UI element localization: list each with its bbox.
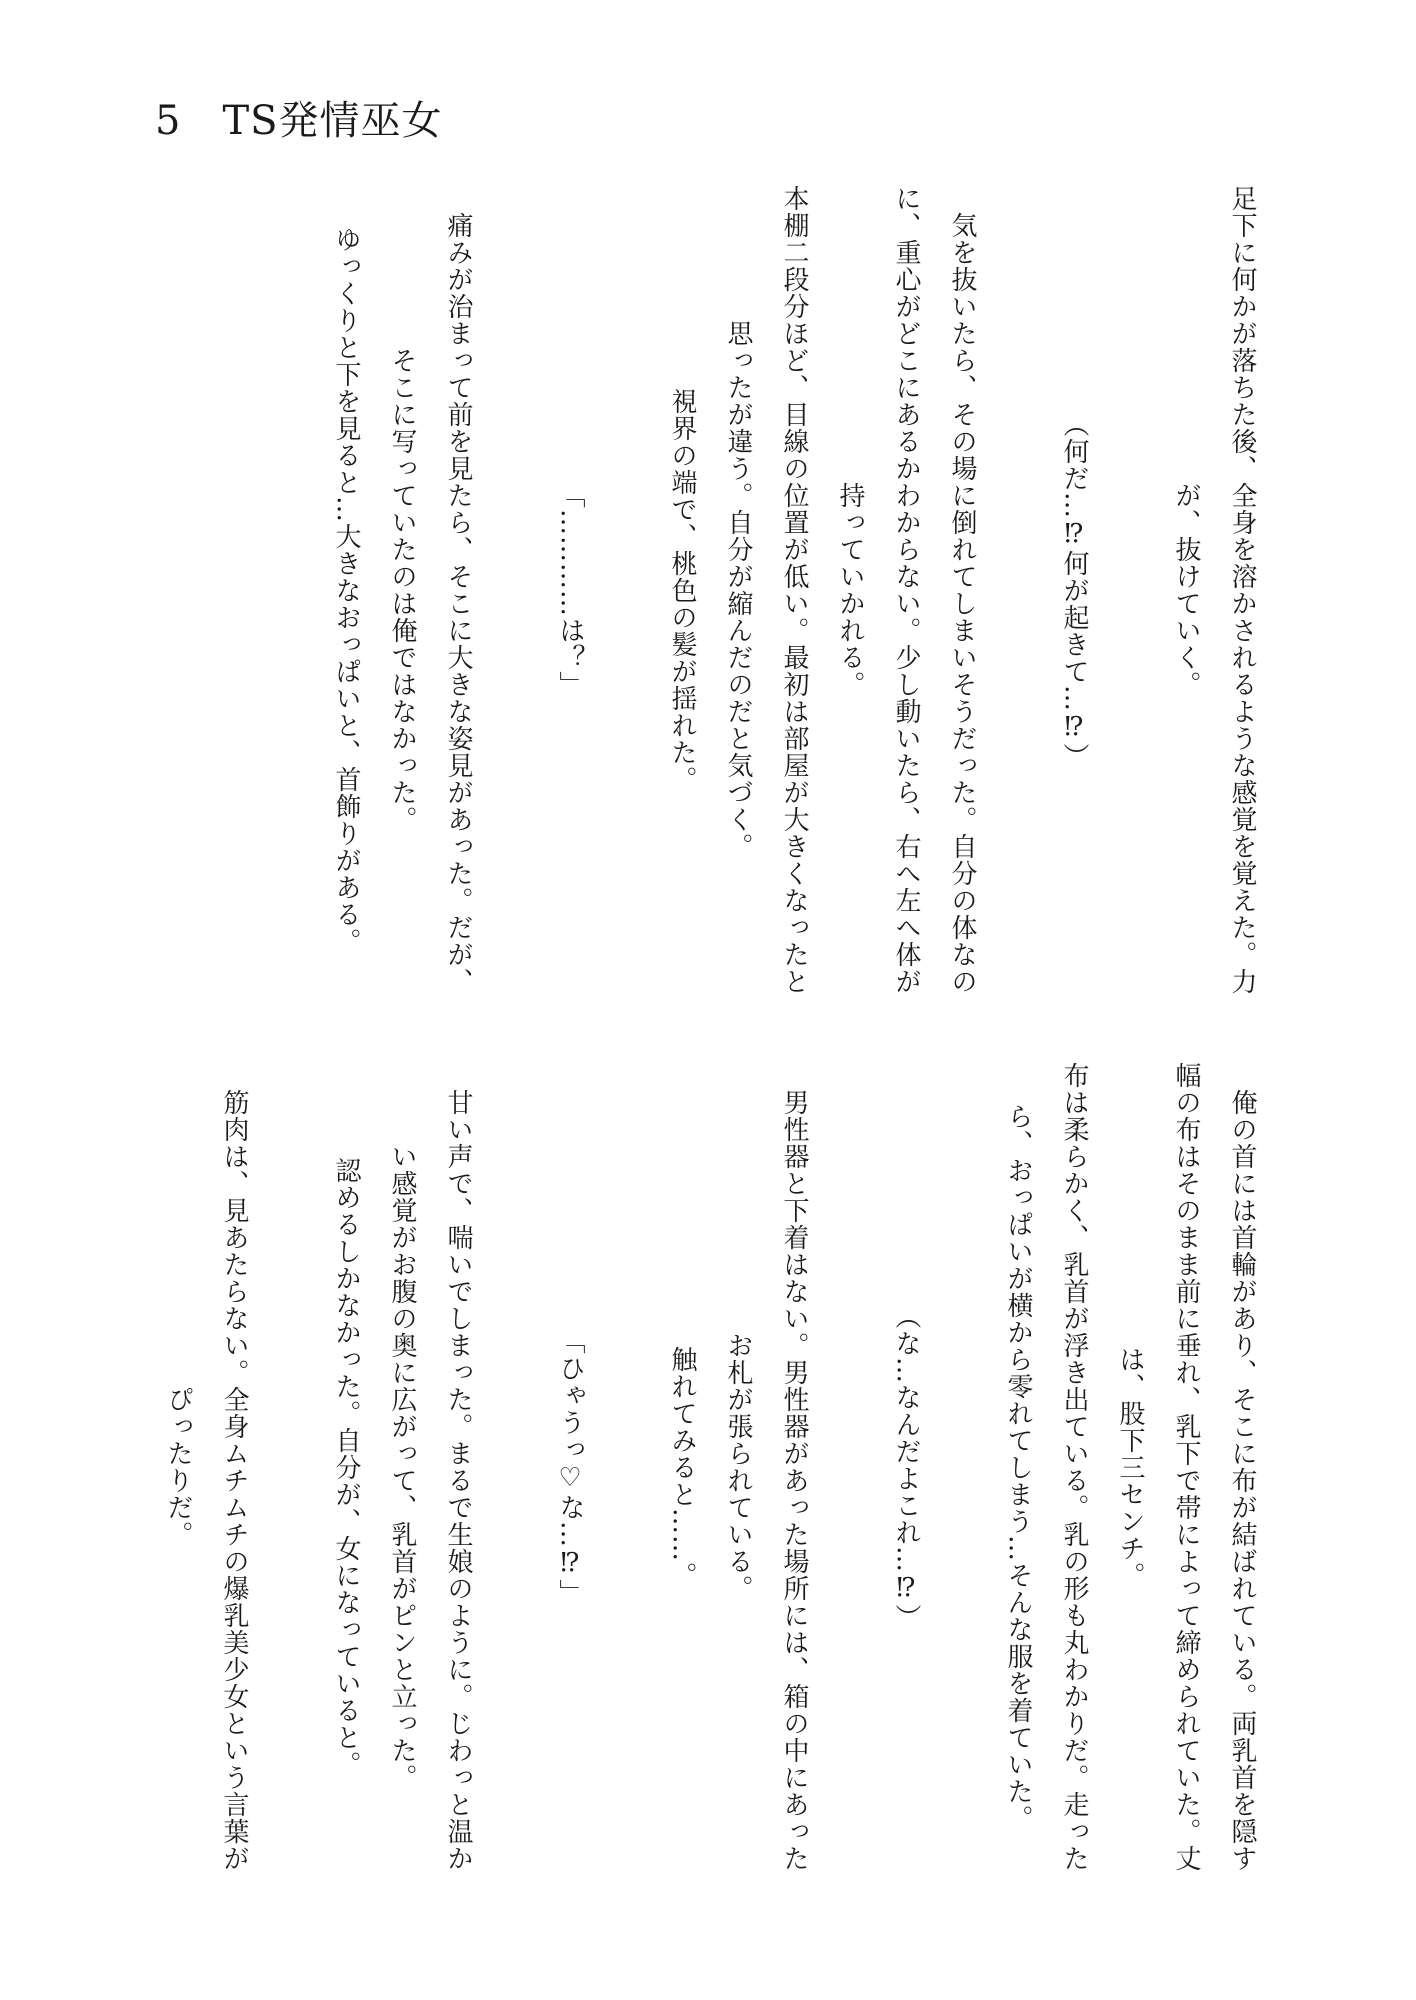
blank-column [486,165,542,1015]
text-column: ゆっくりと下を見ると…大きなおっぱいと、首飾りがある。 [331,225,361,955]
text-column: （な…なんだよこれ…⁉） [891,1303,921,1631]
text-column: が、抜けていく。 [1171,482,1201,698]
text-block-bottom [150,1042,1270,1892]
blank-column [598,165,654,1015]
blank-column [598,1042,654,1892]
text-column: 気を抜いたら、その場に倒れてしまいそうだった。自分の体なの [947,185,977,995]
blank-column [262,1042,318,1892]
text-column: 甘い声で、喘いでしまった。まるで生娘のように。じわっと温か [443,1062,473,1872]
blank-column [934,1042,990,1892]
text-column: は、股下三センチ。 [1115,1345,1145,1589]
text-column: 持っていかれる。 [835,482,865,698]
text-column: 本棚二段分ほど、目線の位置が低い。最初は部屋が大きくなったと [779,185,809,995]
text-block-top [318,165,1270,1015]
text-column: 「ひゃうっ♡な…⁉」 [555,1328,585,1606]
text-column: 幅の布はそのまま前に垂れ、乳下で帯によって締められていた。丈 [1171,1062,1201,1872]
text-column: 認めるしかなかった。自分が、女になっていると。 [331,1156,361,1778]
text-column: に、重心がどこにあるかわからない。少し動いたら、右へ左へ体が [891,185,921,995]
text-column: 布は柔らかく、乳首が浮き出ている。乳の形も丸わかりだ。走った [1059,1062,1089,1872]
blank-column [822,1042,878,1892]
text-column: ら、おっぱいが横から零れてしまう…そんな服を着ていた。 [1003,1102,1033,1832]
blank-column [486,1042,542,1892]
text-column: 男性器と下着はない。男性器があった場所には、箱の中にあった [779,1062,809,1872]
text-column: そこに写っていたのは俺ではなかった。 [387,347,417,833]
text-column: い感覚がお腹の奥に広がって、乳首がピンと立った。 [387,1143,417,1791]
blank-column [990,165,1046,1015]
chapter-title: 5 TS発情巫女 [155,98,443,144]
text-column: （何だ…⁉何が起きて…⁉） [1059,410,1089,770]
text-column: 視界の端で、桃色の髪が揺れた。 [667,387,697,793]
text-column: 痛みが治まって前を見たら、そこに大きな姿見があった。だが、 [443,185,473,995]
text-column: ぴったりだ。 [163,1386,193,1548]
text-column: 筋肉は、見あたらない。全身ムチムチの爆乳美少女という言葉が [219,1062,249,1872]
text-column: 俺の首には首輪があり、そこに布が結ばれている。両乳首を隠す [1227,1062,1257,1872]
text-column: お札が張られている。 [723,1332,753,1602]
text-column: 足下に何かが落ちた後、全身を溶かされるような感覚を覚えた。力 [1227,185,1257,995]
blank-column [1102,165,1158,1015]
text-column: 「…………は？」 [555,482,585,698]
text-column: 思ったが違う。自分が縮んだのだと気づく。 [723,320,753,860]
text-column: 触れてみると……。 [667,1345,697,1589]
